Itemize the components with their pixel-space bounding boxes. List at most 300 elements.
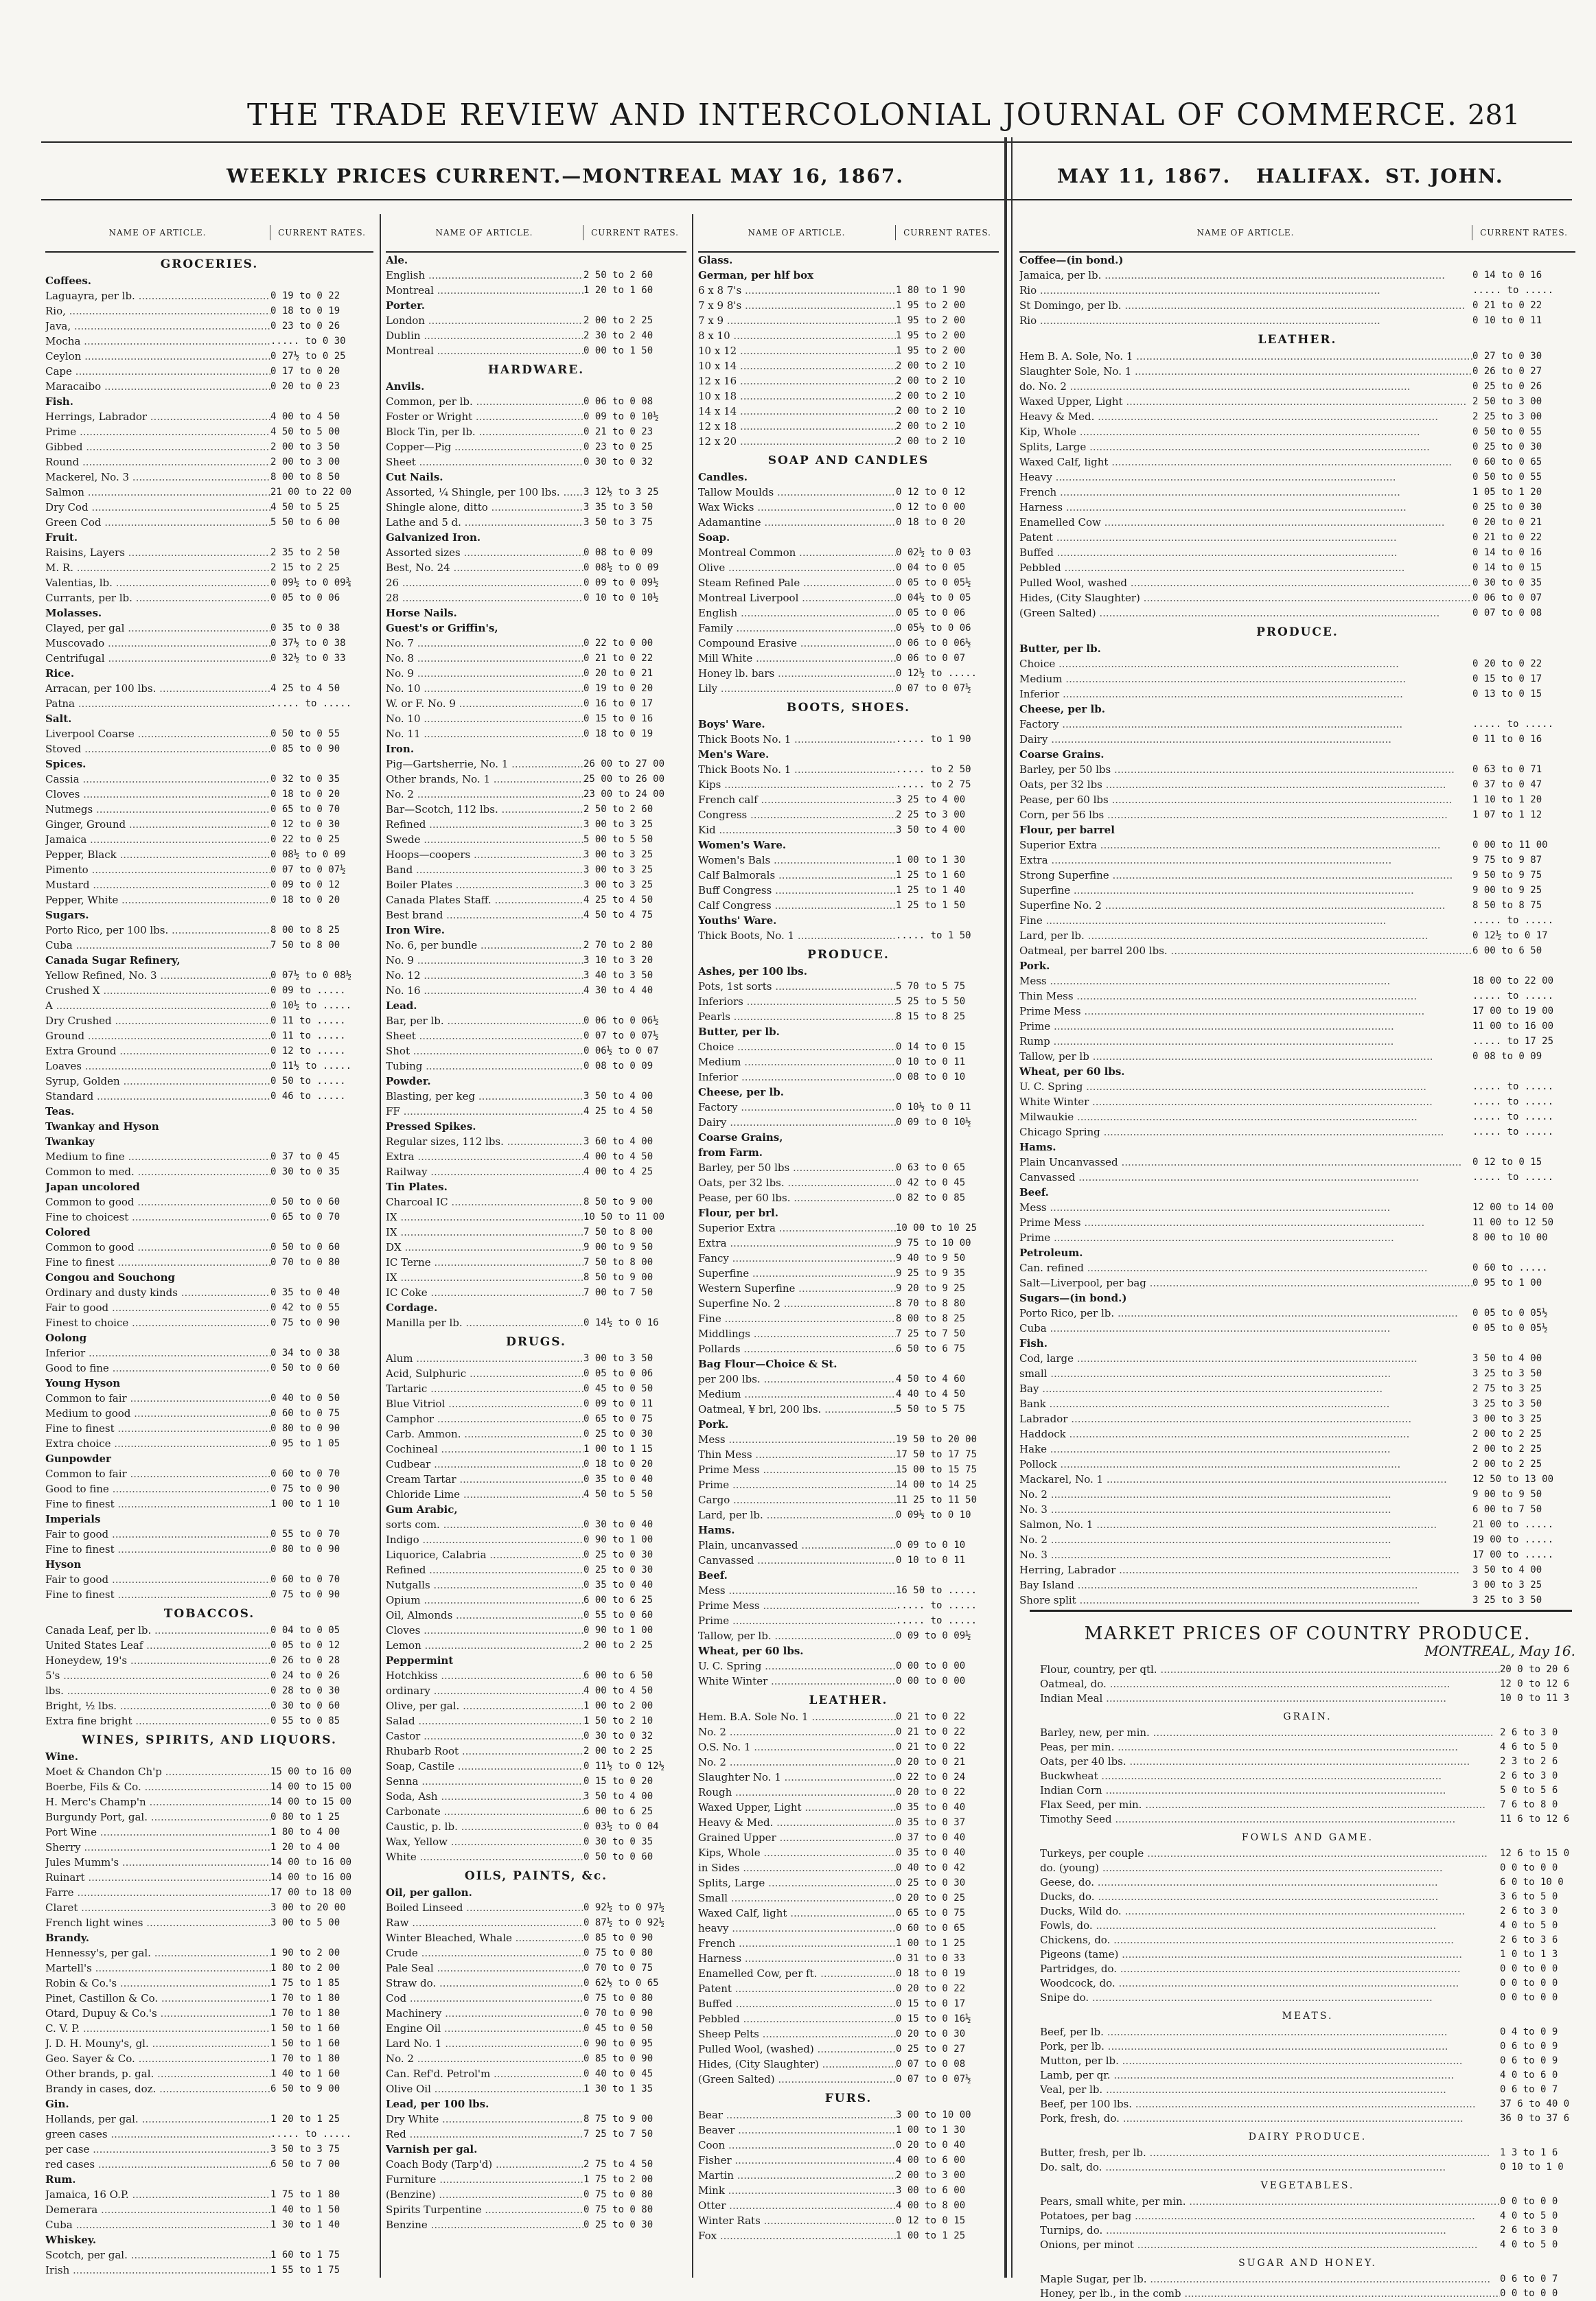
article-name: Peas, per min. .....: [1040, 1740, 1500, 1755]
article-name: 26 .....: [386, 575, 583, 590]
article-rate: 0 85 to 0 90: [583, 1932, 654, 1943]
article-rate: 1 0 to 1 3: [1500, 1949, 1558, 1960]
article-name: per 200 lbs. .....: [698, 1372, 896, 1387]
article-rate: 0 09 to 0 12: [270, 879, 340, 890]
price-row: [1019, 732, 1575, 747]
price-row: [45, 500, 373, 515]
article-rate: 3 00 to 3 25: [583, 849, 654, 860]
price-row: [1019, 1140, 1575, 1155]
article-rate: 0 00 to 0 00: [896, 1676, 966, 1687]
price-row: [1019, 470, 1575, 485]
article-name: Flour, per barrel: [1019, 824, 1115, 836]
article-rate: [270, 273, 373, 288]
article-rate: ..... to .....: [1472, 719, 1554, 730]
article-name: Flax Seed, per min. .....: [1040, 1798, 1500, 1812]
article-name: Pebbled .....: [698, 2011, 896, 2026]
article-name: Porto Rico, per 100 lbs. .....: [45, 923, 270, 938]
column-divider: [380, 214, 381, 2278]
price-row: [698, 1402, 999, 1417]
price-row: [45, 2066, 373, 2081]
article-name: Sheet .....: [386, 454, 583, 470]
price-row: [698, 343, 999, 358]
article-rate: ..... to .....: [896, 1600, 978, 1611]
article-name: Rum.: [45, 2173, 76, 2186]
article-rate: 3 25 to 3 50: [1472, 1368, 1542, 1379]
price-row: [386, 756, 686, 772]
price-row: [386, 1900, 686, 1915]
article-name: Sugars.: [45, 909, 89, 921]
article-name: Common to good .....: [45, 1194, 270, 1210]
article-name: Assorted sizes .....: [386, 545, 583, 560]
price-row: [45, 726, 373, 741]
article-name: Butter, per lb.: [698, 1026, 780, 1038]
price-row: [1019, 590, 1575, 605]
price-row: [45, 651, 373, 666]
article-rate: [270, 1119, 373, 1134]
price-row: [45, 1436, 373, 1451]
article-name: Plain, uncanvassed .....: [698, 1538, 896, 1553]
price-row: [386, 1043, 686, 1059]
article-name: Nutgalls .....: [386, 1577, 583, 1593]
price-row: [45, 1870, 373, 1885]
price-row: [386, 2021, 686, 2036]
page-number: 281: [1468, 100, 1520, 131]
section-heading: FURS.: [824, 2092, 872, 2105]
article-name: Ducks, do. .....: [1040, 1890, 1500, 1904]
article-name: Gunpowder: [45, 1453, 111, 1465]
article-name: Pinet, Castillon & Co. .....: [45, 1991, 270, 2006]
section-heading: VEGETABLES.: [1260, 2180, 1355, 2191]
article-name: Lead, per 100 lbs.: [386, 2098, 489, 2110]
article-name: Rump .....: [1019, 1034, 1472, 1049]
article-rate: 4 50 to 5 00: [270, 426, 340, 437]
article-rate: 0 09½ to 0 10: [896, 1510, 971, 1520]
price-row: [698, 298, 999, 313]
article-name: No. 2 .....: [1019, 1487, 1472, 1502]
article-rate: 3 00 to 3 25: [1472, 1413, 1542, 1424]
article-name: Congou and Souchong: [45, 1271, 175, 1284]
price-row: [386, 1351, 686, 1366]
price-row: [1040, 1976, 1575, 1991]
article-rate: [583, 530, 686, 545]
market-rule: [1030, 1610, 1572, 1612]
article-rate: 0 18 to 0 20: [583, 1459, 654, 1470]
article-rate: 0 30 to 0 32: [583, 1731, 654, 1742]
price-row: [1019, 1260, 1575, 1275]
price-row: [45, 1315, 373, 1330]
price-row: [1019, 605, 1575, 621]
article-rate: 0 35 to 0 40: [583, 1474, 654, 1485]
article-rate: 0 11 to .....: [270, 1030, 346, 1041]
article-name: Canvassed .....: [698, 1553, 896, 1568]
price-row: [45, 424, 373, 439]
price-row: [1019, 1532, 1575, 1547]
price-row: [386, 1179, 686, 1194]
article-name: Yellow Refined, No. 3 .....: [45, 968, 270, 983]
price-row: [45, 1481, 373, 1496]
article-rate: 4 00 to 4 50: [270, 411, 340, 422]
article-rate: 0 12½ to 0 17: [1472, 930, 1548, 941]
article-name: Tartaric .....: [386, 1381, 583, 1396]
article-rate: 0 75 to 0 80: [583, 1947, 654, 1958]
article-rate: 5 0 to 5 6: [1500, 1785, 1558, 1796]
article-rate: [583, 1653, 686, 1668]
price-row: [45, 2247, 373, 2263]
article-rate: [1472, 822, 1575, 837]
article-rate: 12 00 to 14 00: [1472, 1202, 1554, 1213]
article-name: Wax, Yellow .....: [386, 1834, 583, 1849]
article-rate: 0 6 to 0 7: [1500, 2084, 1558, 2095]
article-name: Fine to finest .....: [45, 1255, 270, 1270]
article-rate: 6 50 to 9 00: [270, 2083, 340, 2094]
price-row: [45, 1945, 373, 1961]
price-row: [45, 1089, 373, 1104]
article-name: Acid, Sulphuric .....: [386, 1366, 583, 1381]
price-row: [698, 717, 999, 732]
article-rate: 0 18 to 0 19: [896, 1968, 966, 1979]
article-name: Mill White .....: [698, 651, 896, 666]
price-row: [1040, 1875, 1575, 1890]
article-name: Gibbed .....: [45, 439, 270, 454]
article-rate: 0 42 to 0 55: [270, 1302, 340, 1313]
price-row: [386, 1119, 686, 1134]
article-rate: 0 03½ to 0 04: [583, 1821, 659, 1832]
article-rate: 0 65 to 0 75: [583, 1413, 654, 1424]
article-rate: 8 00 to 10 00: [1472, 1232, 1548, 1243]
article-rate: 3 6 to 5 0: [1500, 1891, 1558, 1902]
price-row: [45, 1285, 373, 1300]
article-rate: 0 07½ to 0 08½: [270, 970, 352, 981]
price-row: [1019, 298, 1575, 313]
column-header: NAME OF ARTICLE. CURRENT RATES.: [698, 214, 999, 253]
price-row: [45, 2187, 373, 2202]
article-rate: 0 6 to 0 9: [1500, 2041, 1558, 2052]
article-name: Bar—Scotch, 112 lbs. .....: [386, 802, 583, 817]
article-rate: 10 50 to 11 00: [583, 1212, 665, 1223]
article-rate: 9 00 to 9 50: [1472, 1489, 1542, 1500]
price-row: [1019, 762, 1575, 777]
price-row: [386, 2081, 686, 2096]
article-rate: 0 35 to 0 37: [896, 1817, 966, 1828]
price-row: [698, 837, 999, 853]
article-name: Porter.: [386, 299, 426, 312]
article-rate: 0 05 to 0 05½: [1472, 1323, 1548, 1334]
article-name: Tallow Moulds .....: [698, 485, 896, 500]
price-row: [386, 1315, 686, 1330]
article-rate: 8 00 to 8 25: [896, 1313, 966, 1324]
price-row: [1019, 1562, 1575, 1577]
article-rate: 0 05 to 0 05½: [1472, 1308, 1548, 1319]
article-rate: 0 30 to 0 35: [1472, 577, 1542, 588]
article-rate: 9 75 to 10 00: [896, 1238, 971, 1249]
article-rate: 0 11 to .....: [270, 1015, 346, 1026]
article-name: Do. salt, do. .....: [1040, 2160, 1500, 2175]
article-rate: 17 00 to 19 00: [1472, 1006, 1554, 1017]
article-name: Spirits Turpentine .....: [386, 2202, 583, 2217]
article-rate: [896, 1145, 999, 1160]
article-name: Bar, per lb. .....: [386, 1013, 583, 1028]
article-rate: 7 6 to 8 0: [1500, 1799, 1558, 1810]
price-row: [45, 2232, 373, 2247]
article-name: Woodcock, do. .....: [1040, 1976, 1500, 1991]
article-rate: 9 00 to 9 25: [1472, 885, 1542, 896]
article-name: Hides, (City Slaughter) .....: [698, 2057, 896, 2072]
article-rate: ..... to 17 25: [1472, 1036, 1554, 1047]
article-rate: 1 30 to 1 35: [583, 2083, 654, 2094]
price-row: [386, 1683, 686, 1698]
article-name: Milwaukie .....: [1019, 1109, 1472, 1124]
article-rate: 0 08 to 0 09: [1472, 1051, 1542, 1062]
article-name: Shot .....: [386, 1043, 583, 1059]
article-name: Compound Erasive .....: [698, 636, 896, 651]
article-name: Wax Wicks .....: [698, 500, 896, 515]
price-row: [386, 379, 686, 394]
article-name: Crushed X .....: [45, 983, 270, 998]
article-name: Hyson: [45, 1558, 82, 1571]
article-name: Hem. B.A. Sole No. 1 .....: [698, 1709, 896, 1724]
price-row: [1019, 1004, 1575, 1019]
price-row: [698, 994, 999, 1009]
article-name: Lathe and 5 d. .....: [386, 515, 583, 530]
article-name: Olive Oil .....: [386, 2081, 583, 2096]
price-row: [1040, 2097, 1575, 2112]
article-rate: 0 11 to 0 16: [1472, 734, 1542, 745]
article-name: Band .....: [386, 862, 583, 877]
article-rate: 12 50 to 13 00: [1472, 1474, 1554, 1485]
price-row: [698, 621, 999, 636]
article-name: Olive, per gal. .....: [386, 1698, 583, 1713]
article-name: No. 8 .....: [386, 651, 583, 666]
price-row: [386, 2127, 686, 2142]
price-row: [1040, 2238, 1575, 2252]
price-row: [1019, 641, 1575, 656]
article-name: Thick Boots No. 1 .....: [698, 732, 896, 747]
article-name: Cloves .....: [45, 787, 270, 802]
article-rate: 0 07 to 0 08: [1472, 608, 1542, 618]
article-name: Buckwheat .....: [1040, 1769, 1500, 1783]
article-name: Prime .....: [45, 424, 270, 439]
price-row: [45, 1825, 373, 1840]
article-rate: 0 0 to 0 0: [1500, 2288, 1558, 2299]
price-row: [45, 1391, 373, 1406]
price-row: [45, 1527, 373, 1542]
article-name: Fair to good .....: [45, 1572, 270, 1587]
article-rate: 2 25 to 3 00: [896, 809, 966, 820]
article-name: Soap, Castile .....: [386, 1759, 583, 1774]
price-row: [698, 1875, 999, 1890]
article-rate: [583, 1502, 686, 1517]
price-row: [1040, 1798, 1575, 1812]
price-row: [698, 1845, 999, 1860]
article-rate: 1 75 to 1 80: [270, 2189, 340, 2200]
article-name: Fish.: [1019, 1337, 1048, 1350]
article-name: Choice .....: [698, 1039, 896, 1054]
article-name: Sherry .....: [45, 1840, 270, 1855]
article-name: Fowls, do. .....: [1040, 1919, 1500, 1933]
article-rate: 0 00 to 0 00: [896, 1661, 966, 1672]
article-name: Strong Superfine .....: [1019, 868, 1472, 883]
article-rate: 17 00 to 18 00: [270, 1887, 352, 1898]
article-rate: 0 12 to .....: [270, 1045, 346, 1056]
article-rate: 0 0 to 0 0: [1500, 1992, 1558, 2003]
article-rate: 9 40 to 9 50: [896, 1253, 966, 1264]
price-row: [386, 1638, 686, 1653]
article-name: Blasting, per keg .....: [386, 1089, 583, 1104]
article-rate: 3 10 to 3 20: [583, 955, 654, 966]
article-rate: 0 24 to 0 26: [270, 1670, 340, 1681]
price-row: [45, 530, 373, 545]
price-row: [1019, 868, 1575, 883]
price-row: [45, 892, 373, 907]
price-row: [1040, 2195, 1575, 2209]
article-name: No. 2 .....: [698, 1755, 896, 1770]
article-rate: 0 13 to 0 15: [1472, 689, 1542, 699]
article-name: Honeydew, 19's .....: [45, 1653, 270, 1668]
article-rate: 0 25 to 0 30: [583, 1429, 654, 1439]
article-rate: 8 70 to 8 80: [896, 1298, 966, 1309]
article-rate: 1 25 to 1 40: [896, 885, 966, 896]
price-row: [45, 1653, 373, 1668]
price-row: [45, 1164, 373, 1179]
article-name: Kips .....: [698, 777, 896, 792]
price-row: [698, 913, 999, 928]
article-rate: 0 22 to 0 00: [583, 638, 654, 649]
article-name: 7 x 9 .....: [698, 313, 896, 328]
article-rate: [1472, 702, 1575, 717]
price-row: [698, 964, 999, 979]
article-rate: [896, 1356, 999, 1372]
article-rate: 3 00 to 3 25: [583, 864, 654, 875]
price-row: [386, 2051, 686, 2066]
price-row: [386, 907, 686, 923]
price-row: [45, 2172, 373, 2187]
article-name: sorts com. .....: [386, 1517, 583, 1532]
article-rate: 2 70 to 2 80: [583, 940, 654, 951]
article-name: IX .....: [386, 1210, 583, 1225]
article-rate: 0 75 to 0 90: [270, 1317, 340, 1328]
article-name: C. V. P. .....: [45, 2021, 270, 2036]
price-row: [386, 862, 686, 877]
article-name: Slaughter No. 1 .....: [698, 1770, 896, 1785]
halifax-stjohn-column: [1019, 214, 1575, 1608]
article-name: Potatoes, per bag .....: [1040, 2209, 1500, 2223]
article-rate: 0 35 to 0 40: [896, 1847, 966, 1858]
article-name: Barley, new, per min. .....: [1040, 1726, 1500, 1740]
article-rate: 0 70 to 0 80: [270, 1257, 340, 1268]
article-rate: 8 50 to 8 75: [1472, 900, 1542, 911]
article-name: 10 x 12 .....: [698, 343, 896, 358]
article-name: No. 16 .....: [386, 983, 583, 998]
article-name: Soap.: [698, 531, 730, 544]
section-heading: SOAP AND CANDLES: [767, 454, 929, 467]
article-name: German, per hlf box: [698, 269, 814, 281]
price-row: [45, 2021, 373, 2036]
article-name: (Benzine) .....: [386, 2187, 583, 2202]
article-rate: [270, 1376, 373, 1391]
price-row: [45, 1713, 373, 1728]
price-row: [45, 515, 373, 530]
price-row: [386, 1834, 686, 1849]
price-row: [386, 545, 686, 560]
article-name: Mackarel, No. 1 .....: [1019, 1472, 1472, 1487]
article-name: lbs. .....: [45, 1683, 270, 1698]
price-row: [386, 1457, 686, 1472]
article-name: Bay .....: [1019, 1381, 1472, 1396]
article-name: Factory .....: [698, 1100, 896, 1115]
article-rate: 0 02½ to 0 03: [896, 547, 971, 558]
price-row: [1019, 560, 1575, 575]
price-row: [1040, 2083, 1575, 2097]
price-row: [386, 1134, 686, 1149]
article-name: Raisins, Layers .....: [45, 545, 270, 560]
article-name: Shingle alone, ditto .....: [386, 500, 583, 515]
price-row: [386, 530, 686, 545]
article-rate: 21 00 to 22 00: [270, 487, 352, 498]
article-rate: 0 50 to 0 60: [270, 1196, 340, 1207]
price-row: [386, 2217, 686, 2232]
market-prices-date: MONTREAL, May 16.: [1424, 1643, 1575, 1659]
article-rate: 4 25 to 4 50: [583, 1106, 654, 1117]
price-row: [386, 1608, 686, 1623]
price-row: [698, 1205, 999, 1221]
section-heading: WINES, SPIRITS, AND LIQUORS.: [82, 1733, 337, 1747]
article-rate: 0 60 to 0 65: [896, 1923, 966, 1934]
article-name: No. 9 .....: [386, 666, 583, 681]
price-row: [698, 419, 999, 434]
price-row: [386, 1774, 686, 1789]
price-row: [45, 1900, 373, 1915]
article-rate: 0 10 to 1 0: [1500, 2162, 1564, 2173]
article-name: Clayed, per gal .....: [45, 621, 270, 636]
section-heading: DRUGS.: [506, 1335, 566, 1349]
price-row: [386, 590, 686, 605]
weekly-prices-heading: WEEKLY PRICES CURRENT.—MONTREAL MAY 16, 1867.: [227, 165, 905, 187]
price-row: [45, 741, 373, 756]
price-row: [1019, 1245, 1575, 1260]
price-row: [1019, 1547, 1575, 1562]
article-rate: 19 00 to .....: [1472, 1534, 1554, 1545]
article-rate: [270, 1179, 373, 1194]
article-rate: 0 09 to 0 10½: [896, 1117, 971, 1128]
article-name: Rio .....: [1019, 283, 1472, 298]
article-rate: [1472, 958, 1575, 973]
article-name: Powder.: [386, 1075, 431, 1087]
price-row: [386, 892, 686, 907]
article-name: Hollands, per gal. .....: [45, 2112, 270, 2127]
article-rate: 0 06½ to 0 07: [583, 1045, 659, 1056]
article-name: Bright, ½ lbs. .....: [45, 1698, 270, 1713]
price-row: [45, 1698, 373, 1713]
price-row: [45, 1225, 373, 1240]
article-rate: 0 0 to 0 0: [1500, 1963, 1558, 1974]
price-row: [1040, 2054, 1575, 2068]
article-name: Refined .....: [386, 1562, 583, 1577]
article-rate: 3 60 to 4 00: [583, 1136, 654, 1147]
article-rate: ..... to .....: [896, 1615, 978, 1626]
article-name: Imperials: [45, 1513, 101, 1525]
price-row: [698, 777, 999, 792]
article-rate: 0 20 to 0 22: [896, 1983, 966, 1994]
article-rate: [583, 923, 686, 938]
article-rate: 0 14½ to 0 16: [583, 1317, 659, 1328]
article-rate: 0 37 to 0 45: [270, 1151, 340, 1162]
article-rate: 3 50 to 4 00: [1472, 1353, 1542, 1364]
price-row: [1040, 1919, 1575, 1933]
price-row: [386, 983, 686, 998]
article-name: English .....: [386, 268, 583, 283]
article-name: 7 x 9 8's .....: [698, 298, 896, 313]
article-name: Waxed Calf, light .....: [1019, 454, 1472, 470]
